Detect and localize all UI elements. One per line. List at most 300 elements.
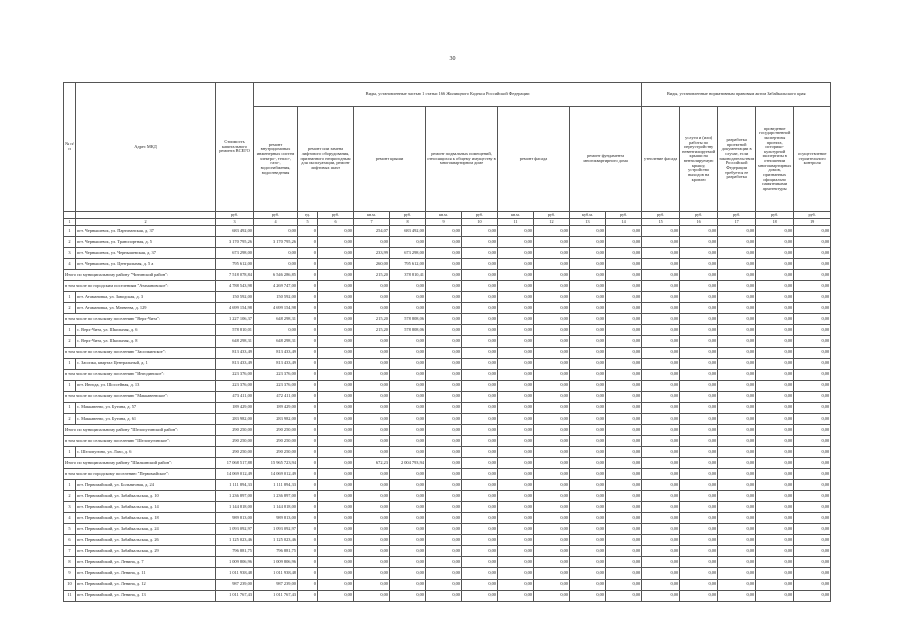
value-cell: 0,00 [426,402,462,413]
value-cell: 0,00 [498,226,534,237]
value-cell: 0,00 [426,469,462,480]
value-cell: 0,00 [794,491,831,502]
value-cell: 0,00 [426,491,462,502]
value-cell: 0,00 [354,502,390,513]
value-cell: 0,00 [462,402,498,413]
unit-cell: руб. [642,212,680,219]
value-cell: 0,00 [390,413,426,424]
value-cell: 1 144 818,00 [254,502,298,513]
value-cell: 0 [298,248,318,259]
value-cell: 0,00 [718,513,756,524]
value-cell: 0,00 [642,513,680,524]
value-cell: 290 250,00 [216,424,254,435]
subtotal-label: в том числе по сельскому поселению "Засопкинское": [64,347,216,358]
value-cell: 0 [298,402,318,413]
value-cell: 0,00 [756,259,794,270]
value-cell: 0,00 [426,226,462,237]
address-cell: пгт. Чернышевск, ул. Центральная, д. 5 а [76,259,216,270]
value-cell: 0,00 [570,270,606,281]
subtotal-label: Итого по муниципальному району "Шилкинский район": [64,457,216,468]
value-cell: 0,00 [794,457,831,468]
value-cell: 0,00 [426,369,462,380]
value-cell: 0,00 [390,237,426,248]
value-cell: 0,00 [680,237,718,248]
value-cell: 0,00 [756,546,794,557]
col-design-docs-header: разработка проектной документации в случае, если законодательством Российской Федерации требуется ее разработка [718,107,756,212]
col-foundation-header: ремонт фундамента многоквартирного дома [570,107,642,212]
value-cell: 0,00 [642,303,680,314]
value-cell: 1 227 106,37 [216,314,254,325]
value-cell: 0 [298,358,318,369]
value-cell: 0,00 [718,380,756,391]
value-cell: 0,00 [318,424,354,435]
value-cell: 0,00 [606,435,642,446]
value-cell: 0,00 [534,292,570,303]
value-cell: 0,00 [462,259,498,270]
col-expertise-header: проведение государственной экспертизы проекта, историко-культурной экспертизы в отношении многоквартирных домов, признанных официально памятниками архитектуры [756,107,794,212]
value-cell: 283 982,00 [216,413,254,424]
value-cell: 0,00 [426,303,462,314]
value-cell: 0,00 [462,413,498,424]
value-cell: 0,00 [354,303,390,314]
value-cell: 0,00 [318,292,354,303]
table-row [64,248,831,259]
value-cell: 290 250,00 [216,435,254,446]
value-cell: 1 093 092,97 [254,524,298,535]
value-cell: 0,00 [642,237,680,248]
value-cell: 0,00 [534,314,570,325]
value-cell: 0,00 [498,380,534,391]
value-cell: 0,00 [318,358,354,369]
value-cell: 0,00 [606,524,642,535]
unit-cell: руб. [390,212,426,219]
value-cell: 0,00 [426,336,462,347]
value-cell: 0,00 [462,524,498,535]
value-cell: 0,00 [426,590,462,601]
row-number: 1 [64,480,76,491]
subtotal-row [64,281,831,292]
value-cell: 0,00 [354,435,390,446]
unit-cell [64,212,76,219]
value-cell: 0,00 [498,579,534,590]
value-cell: 0,00 [318,248,354,259]
value-cell: 0,00 [756,480,794,491]
value-cell: 0,00 [606,226,642,237]
value-cell: 0,00 [642,314,680,325]
value-cell: 0,00 [680,590,718,601]
value-cell: 0,00 [534,402,570,413]
value-cell: 0,00 [570,469,606,480]
unit-cell: ед. [298,212,318,219]
value-cell: 0,00 [642,435,680,446]
value-cell: 0,00 [606,457,642,468]
value-cell: 0,00 [354,380,390,391]
value-cell: 215,20 [354,270,390,281]
value-cell: 0,00 [794,513,831,524]
value-cell: 0,00 [718,568,756,579]
value-cell: 0,00 [354,281,390,292]
col-num-header: № п/п [64,83,76,212]
value-cell: 0,00 [390,292,426,303]
value-cell: 0,00 [570,480,606,491]
table-row [64,590,831,601]
row-number: 4 [64,513,76,524]
value-cell: 0 [298,281,318,292]
subtotal-row [64,435,831,446]
address-cell: пгт. Первомайский, ул. Забайкальская, д. 29 [76,546,216,557]
value-cell: 0,00 [794,237,831,248]
value-cell: 0,00 [534,369,570,380]
value-cell: 0,00 [756,513,794,524]
value-cell: 0,00 [426,535,462,546]
value-cell: 0,00 [570,446,606,457]
value-cell: 0,00 [534,546,570,557]
address-cell: пгт. Первомайский, ул. Ленина, д. 12 [76,579,216,590]
subtotal-row [64,369,831,380]
value-cell: 0,00 [718,325,756,336]
value-cell: 0,00 [534,226,570,237]
row-number: 1 [64,446,76,457]
value-cell: 0,00 [462,336,498,347]
value-cell: 0,00 [718,402,756,413]
value-cell: 0,00 [570,502,606,513]
value-cell: 0,00 [318,380,354,391]
value-cell: 0,00 [756,457,794,468]
value-cell: 0,00 [426,292,462,303]
value-cell: 0,00 [534,259,570,270]
row-number: 4 [64,259,76,270]
unit-cell: руб. [794,212,831,219]
value-cell: 0,00 [498,480,534,491]
value-cell: 0,00 [570,568,606,579]
value-cell: 0,00 [756,402,794,413]
subtotal-label: в том числе по городским поселениям "Атамановское": [64,281,216,292]
col-elevator-header: ремонт или замена лифтового оборудования, признанного непригодным для эксплуатации, ремонт лифтовых шахт [298,107,354,212]
value-cell: 0,00 [354,480,390,491]
subtotal-row [64,424,831,435]
value-cell: 0,00 [498,270,534,281]
unit-cell: руб. [254,212,298,219]
value-cell: 0,00 [254,325,298,336]
group-regional-header: Виды, установленные нормативным правовым актом Забайкальского края [642,83,831,107]
subtotal-row [64,457,831,468]
value-cell: 0,00 [756,226,794,237]
value-cell: 0,00 [718,303,756,314]
value-cell: 0,00 [426,270,462,281]
subtotal-row [64,391,831,402]
table-row [64,226,831,237]
value-cell: 0,00 [756,380,794,391]
value-cell: 0,00 [642,590,680,601]
value-cell: 0,00 [718,435,756,446]
value-cell: 0,00 [570,314,606,325]
column-number-cell: 18 [756,219,794,226]
value-cell: 0,00 [718,524,756,535]
value-cell: 0,00 [642,424,680,435]
value-cell: 0,00 [718,557,756,568]
value-cell: 0,00 [390,590,426,601]
value-cell: 0,00 [570,259,606,270]
value-cell: 0,00 [718,292,756,303]
value-cell: 0,00 [318,314,354,325]
value-cell: 1 011 938,48 [254,568,298,579]
address-cell: с. Верх-Чита, ул. Школьная, д. 6 [76,325,216,336]
value-cell: 0,00 [462,469,498,480]
value-cell: 0,00 [680,491,718,502]
value-cell: 0,00 [390,391,426,402]
value-cell: 0 [298,325,318,336]
value-cell: 0 [298,391,318,402]
value-cell: 1 011 767,43 [216,590,254,601]
value-cell: 0,00 [498,336,534,347]
value-cell: 0,00 [354,402,390,413]
value-cell: 0,00 [390,546,426,557]
value-cell: 0,00 [718,491,756,502]
value-cell: 0,00 [318,303,354,314]
value-cell: 0,00 [718,413,756,424]
column-number-cell: 3 [216,219,254,226]
value-cell: 0,00 [462,590,498,601]
value-cell: 0,00 [680,557,718,568]
value-cell: 14 069 012,49 [216,469,254,480]
subtotal-label: Итого по муниципальному району "Читинский район": [64,270,216,281]
value-cell: 0,00 [756,281,794,292]
value-cell: 0,00 [318,469,354,480]
value-cell: 0,00 [570,457,606,468]
value-cell: 0,00 [680,380,718,391]
value-cell: 0,00 [794,270,831,281]
subtotal-label: в том числе по городскому поселению "Первомайское": [64,469,216,480]
value-cell: 0,00 [498,557,534,568]
value-cell: 0,00 [426,480,462,491]
value-cell: 0,00 [426,502,462,513]
value-cell: 0,00 [756,248,794,259]
value-cell: 0,00 [462,281,498,292]
address-cell: пгт. Первомайский, ул. Забайкальская, д. 18 [76,513,216,524]
value-cell: 0,00 [680,502,718,513]
value-cell: 0,00 [642,557,680,568]
value-cell: 813 433,49 [254,358,298,369]
value-cell: 0,00 [318,457,354,468]
value-cell: 0,00 [680,413,718,424]
value-cell: 4 788 543,98 [216,281,254,292]
value-cell: 0,00 [498,457,534,468]
value-cell: 0,00 [462,358,498,369]
value-cell: 0 [298,226,318,237]
row-number: 3 [64,248,76,259]
value-cell: 0,00 [426,435,462,446]
value-cell: 0 [298,513,318,524]
value-cell: 0 [298,369,318,380]
value-cell: 0,00 [354,557,390,568]
value-cell: 0,00 [534,380,570,391]
value-cell: 0,00 [570,590,606,601]
address-cell: пгт. Ингода, ул. Шоссейная, д. 13 [76,380,216,391]
value-cell: 0,00 [462,546,498,557]
value-cell: 0,00 [718,480,756,491]
value-cell: 0,00 [680,446,718,457]
value-cell: 0,00 [756,424,794,435]
value-cell: 223 376,00 [254,369,298,380]
row-number: 1 [64,226,76,237]
value-cell: 0 [298,435,318,446]
value-cell: 0,00 [534,248,570,259]
subtotal-row [64,314,831,325]
value-cell: 0,00 [794,369,831,380]
value-cell: 0,00 [718,358,756,369]
value-cell: 0,00 [570,237,606,248]
col-total-header: Стоимость капитального ремонта ВСЕГО [216,83,254,212]
value-cell: 648 298,31 [254,336,298,347]
value-cell: 0,00 [680,568,718,579]
value-cell: 0,00 [680,270,718,281]
row-number: 10 [64,579,76,590]
value-cell: 0,00 [354,391,390,402]
value-cell: 0,00 [426,347,462,358]
value-cell: 0,00 [426,391,462,402]
column-number-cell: 14 [606,219,642,226]
value-cell: 0,00 [606,358,642,369]
row-number: 1 [64,380,76,391]
value-cell: 290 250,00 [254,424,298,435]
value-cell: 0,00 [318,226,354,237]
value-cell: 283 982,00 [254,413,298,424]
value-cell: 0,00 [390,557,426,568]
column-number-cell: 2 [76,219,216,226]
value-cell: 0,00 [534,435,570,446]
value-cell: 150 592,00 [216,292,254,303]
value-cell: 0,00 [570,524,606,535]
value-cell: 0,00 [570,491,606,502]
value-cell: 0,00 [534,491,570,502]
value-cell: 1 011 767,43 [254,590,298,601]
value-cell: 0,00 [462,435,498,446]
value-cell: 0,00 [606,579,642,590]
value-cell: 0,00 [756,557,794,568]
value-cell: 0,00 [794,435,831,446]
value-cell: 0,00 [680,259,718,270]
subtotal-row [64,347,831,358]
value-cell: 0,00 [354,568,390,579]
value-cell: 1 093 092,97 [216,524,254,535]
value-cell: 0,00 [462,513,498,524]
value-cell: 290 250,00 [254,446,298,457]
value-cell: 0,00 [718,314,756,325]
table-row [64,568,831,579]
value-cell: 0,00 [462,380,498,391]
value-cell: 0,00 [354,347,390,358]
column-number-cell: 19 [794,219,831,226]
value-cell: 0,00 [718,446,756,457]
subtotal-row [64,270,831,281]
column-number-cell: 6 [318,219,354,226]
value-cell: 0,00 [318,513,354,524]
value-cell: 0,00 [534,557,570,568]
value-cell: 813 433,49 [216,358,254,369]
value-cell: 3 170 795,26 [254,237,298,248]
value-cell: 7 518 078,84 [216,270,254,281]
value-cell: 0 [298,568,318,579]
table-row [64,292,831,303]
value-cell: 0,00 [642,369,680,380]
value-cell: 233,99 [354,248,390,259]
value-cell: 0,00 [354,446,390,457]
value-cell: 0,00 [718,579,756,590]
value-cell: 0,00 [606,336,642,347]
value-cell: 0,00 [318,237,354,248]
value-cell: 223 376,00 [254,380,298,391]
value-cell: 0,00 [254,226,298,237]
value-cell: 0,00 [756,469,794,480]
value-cell: 0,00 [606,303,642,314]
row-number: 2 [64,413,76,424]
value-cell: 0,00 [354,292,390,303]
table-row [64,303,831,314]
value-cell: 0,00 [606,325,642,336]
value-cell: 1 009 806,96 [254,557,298,568]
value-cell: 0,00 [756,446,794,457]
row-number: 1 [64,325,76,336]
value-cell: 223 376,00 [216,380,254,391]
value-cell: 0,00 [426,557,462,568]
value-cell: 0,00 [680,480,718,491]
value-cell: 0,00 [462,369,498,380]
value-cell: 0,00 [606,314,642,325]
row-number: 2 [64,491,76,502]
value-cell: 0,00 [390,380,426,391]
address-cell: пгт. Первомайский, ул. Ленина, д. 7 [76,557,216,568]
value-cell: 0,00 [534,513,570,524]
value-cell: 0 [298,314,318,325]
value-cell: 0,00 [756,413,794,424]
value-cell: 0,00 [426,325,462,336]
value-cell: 0,00 [642,325,680,336]
column-number-cell: 16 [680,219,718,226]
value-cell: 0,00 [318,446,354,457]
table-row [64,480,831,491]
unit-cell: руб. [680,212,718,219]
value-cell: 0,00 [756,491,794,502]
value-cell: 0,00 [498,446,534,457]
value-cell: 0,00 [680,369,718,380]
value-cell: 0,00 [354,413,390,424]
value-cell: 0,00 [498,347,534,358]
value-cell: 0,00 [680,292,718,303]
value-cell: 0,00 [318,435,354,446]
value-cell: 0 [298,424,318,435]
value-cell: 0,00 [570,391,606,402]
value-cell: 673 298,00 [216,248,254,259]
value-cell: 0,00 [570,226,606,237]
value-cell: 0,00 [794,568,831,579]
subtotal-label: Итого по муниципальному району "Шелопугинский район": [64,424,216,435]
value-cell: 795 612,00 [390,259,426,270]
unit-cell: руб. [718,212,756,219]
value-cell: 683 492,00 [390,226,426,237]
value-cell: 0,00 [606,248,642,259]
value-cell: 0,00 [642,457,680,468]
value-cell: 0,00 [680,535,718,546]
value-cell: 0,00 [680,435,718,446]
value-cell: 0,00 [718,270,756,281]
value-cell: 0 [298,380,318,391]
value-cell: 223 376,00 [216,369,254,380]
value-cell: 0,00 [462,568,498,579]
value-cell: 0,00 [794,579,831,590]
value-cell: 0,00 [534,347,570,358]
value-cell: 1 111 894,33 [216,480,254,491]
value-cell: 0,00 [642,259,680,270]
